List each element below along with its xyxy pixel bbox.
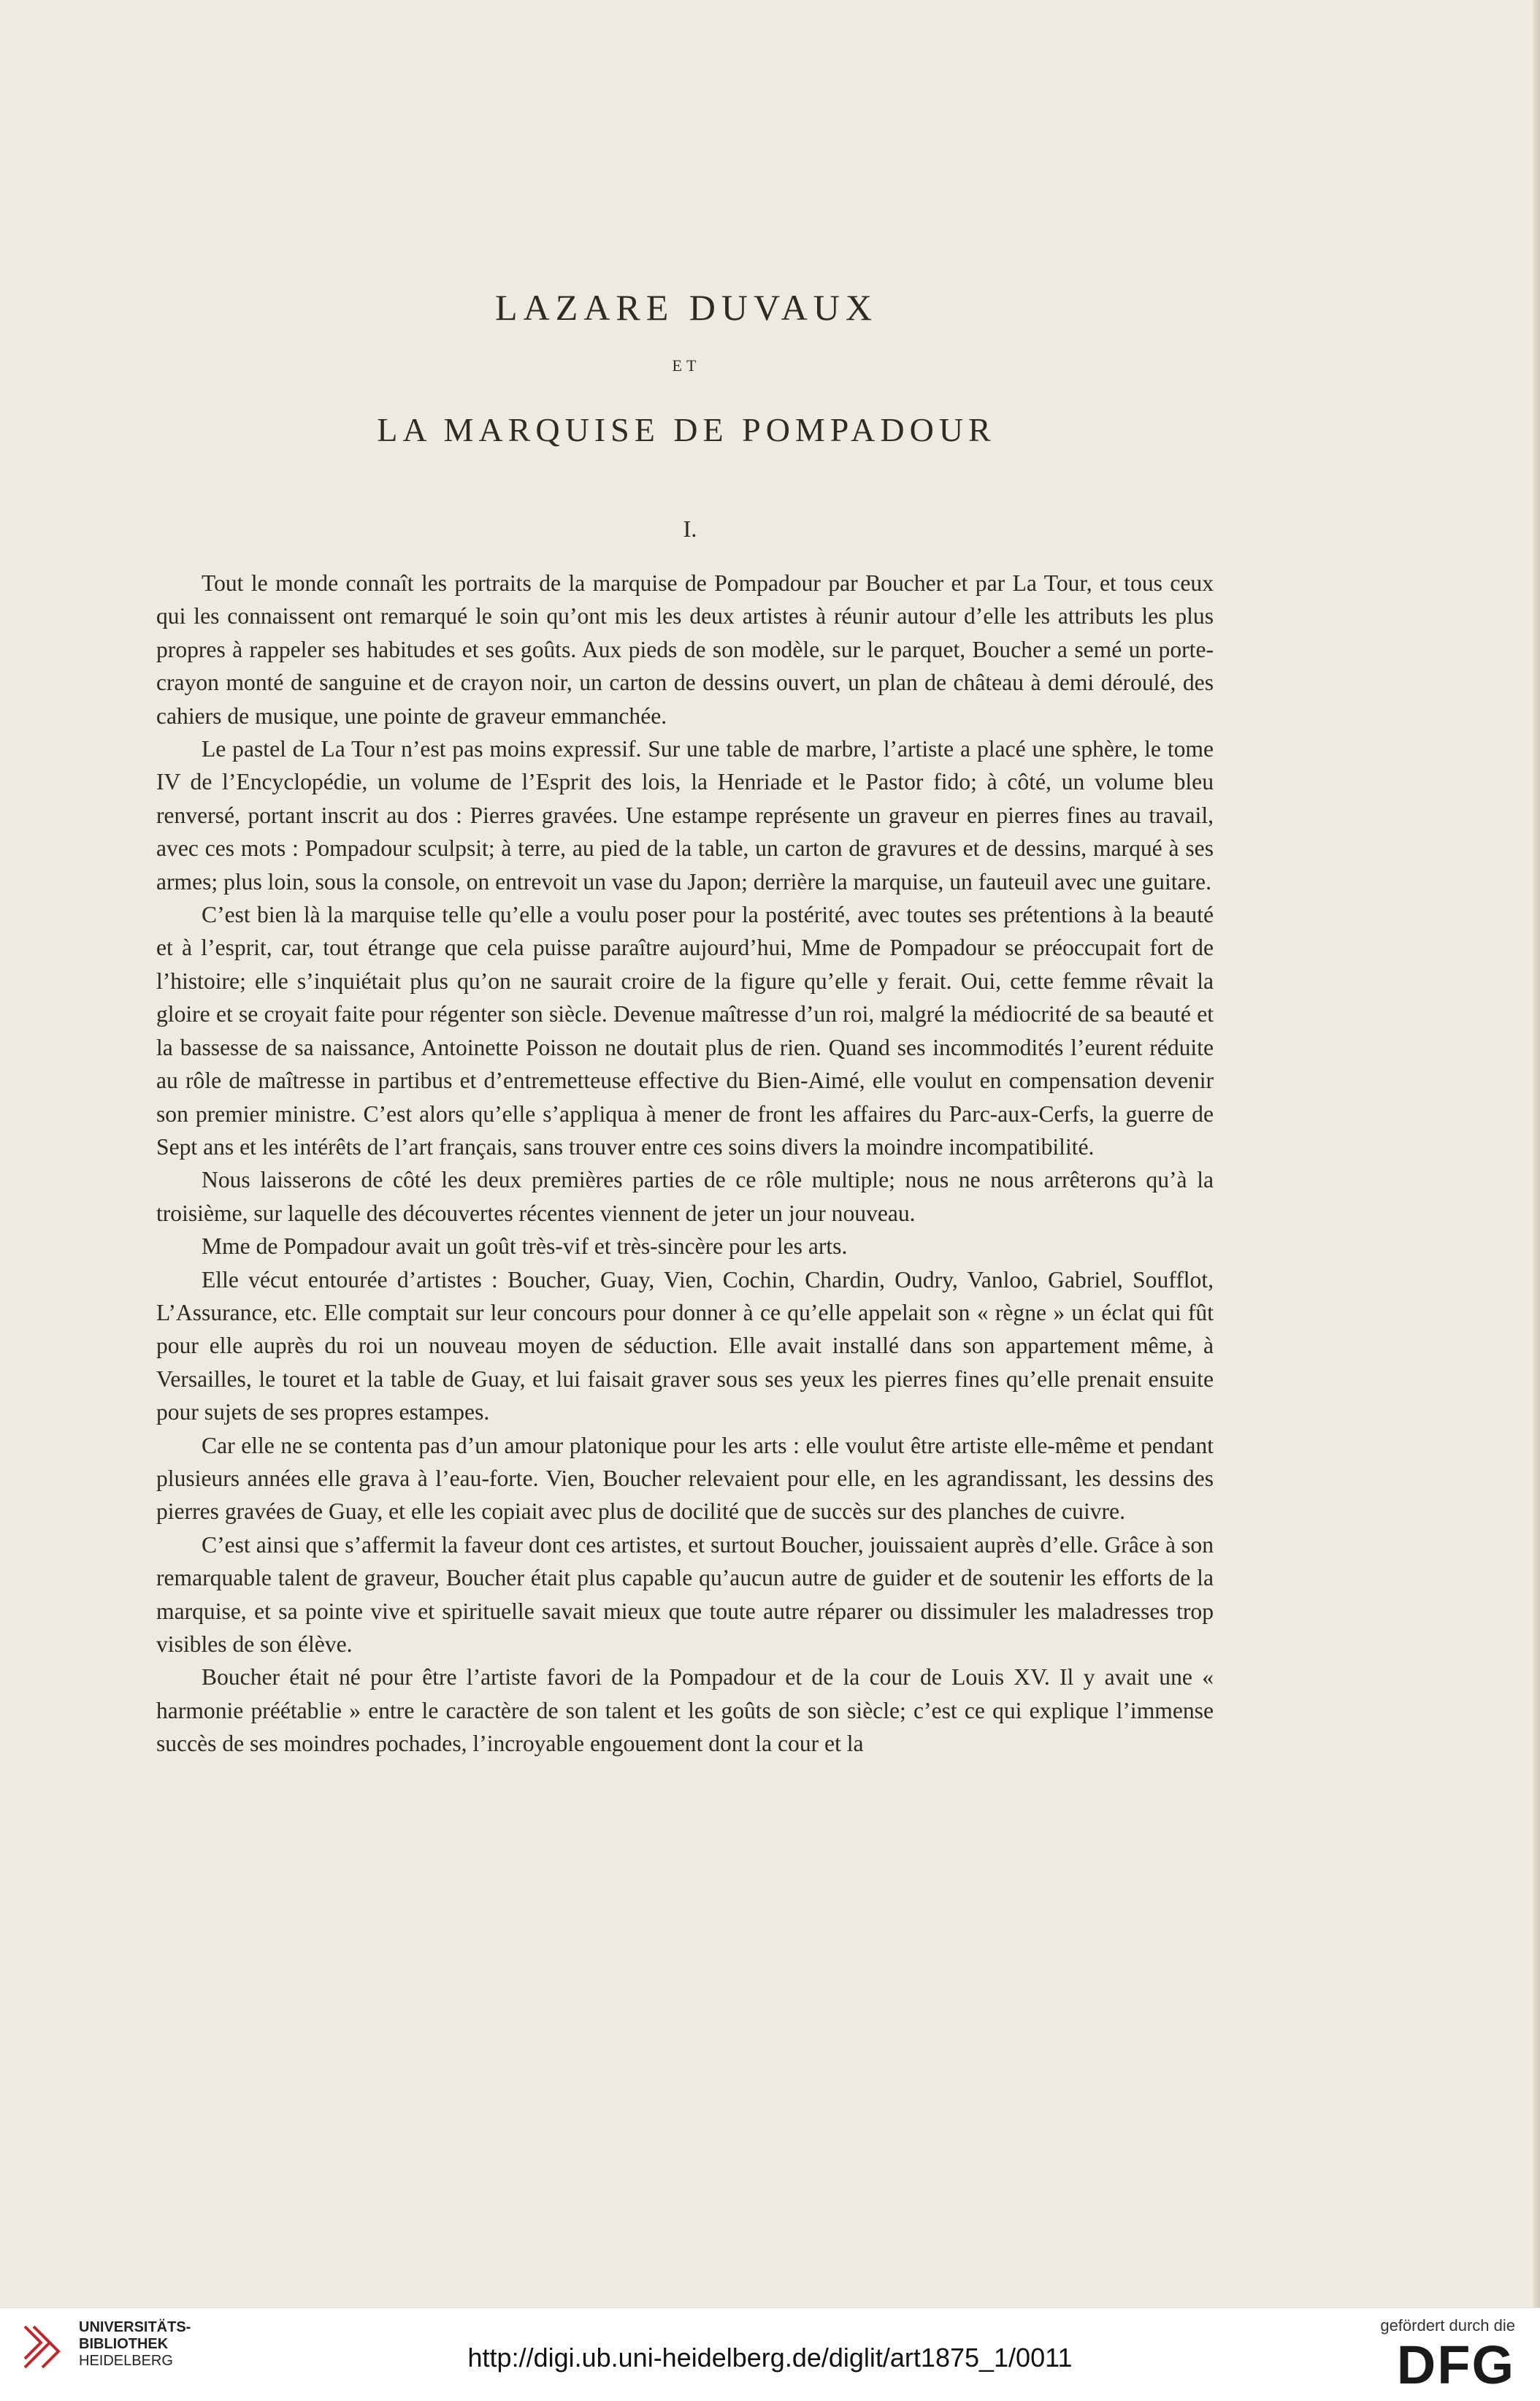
scan-edge bbox=[1533, 0, 1540, 2308]
article-title: LAZARE DUVAUX bbox=[495, 287, 878, 328]
paragraph: Car elle ne se contenta pas d’un amour platonique pour les arts : elle voulut être artiste elle-même et pendant plusieurs années elle grava à l’eau-forte. Vien, Boucher relevaient pour elle, en les agrandissant, les dessins des pierres gravées de Guay, et elle les copiait avec plus de docilité que de succès sur des planches de cuivre. bbox=[156, 1432, 1214, 1525]
paragraph: Tout le monde connaît les portraits de la marquise de Pompadour par Boucher et par La Tour, et tous ceux qui les connaissent ont remarqué le soin qu’ont mis les deux artistes à réunir autour d’elle les attributs les plus propres à rappeler ses habitudes et ses goûts. Aux pieds de son modèle, sur le parquet, Boucher a semé un porte-crayon monté de sanguine et de crayon noir, un carton de dessins ouvert, un plan de château à demi déroulé, des cahiers de musique, une pointe de graveur emmanchée. bbox=[156, 570, 1214, 729]
paragraph: C’est ainsi que s’affermit la faveur dont ces artistes, et surtout Boucher, jouissaient auprès d’elle. Grâce à son remarquable talent de graveur, Boucher était plus capable qu’aucun autre de guider et de soutenir les efforts de la marquise, et sa pointe vive et spirituelle savait mieux que toute autre réparer ou dissimuler les maladresses trop visibles de son élève. bbox=[156, 1531, 1214, 1657]
paragraph: Boucher était né pour être l’artiste favori de la Pompadour et de la cour de Louis XV. Il y avait une « harmonie préétablie » entre le caractère de son talent et les goûts de son siècle; c’est ce qui explique l’immense succès de ses moindres pochades, l’incroyable engouement dont la cour et la bbox=[156, 1664, 1214, 1757]
paragraph: C’est bien là la marquise telle qu’elle a voulu poser pour la postérité, avec toutes ses prétentions à la beauté et à l’esprit, car, tout étrange que cela puisse paraître aujourd’hui, Mme de Pompadour se préoccupait fort de l’histoire; elle s’inquiétait plus qu’on ne saurait croire de la figure qu’elle y ferait. Oui, cette femme rêvait la gloire et se croyait faite pour régenter son siècle. Devenue maîtresse d’un roi, malgré la médiocrité de sa beauté et la bassesse de sa naissance, Antoinette Poisson ne doutait plus de rien. Quand ses incommodités l’eurent réduite au rôle de maîtresse in partibus et d’entremetteuse effective du Bien-Aimé, elle voulut en compensation devenir son premier ministre. C’est alors qu’elle s’appliqua à mener de front les affaires du Parc-aux-Cerfs, la guerre de Sept ans et les intérêts de l’art français, sans trouver entre ces soins divers la moindre incompatibilité. bbox=[156, 902, 1214, 1160]
article-body bbox=[156, 567, 1214, 1761]
paragraph: Mme de Pompadour avait un goût très-vif et très-sincère pour les arts. bbox=[202, 1233, 848, 1260]
paragraph: Le pastel de La Tour n’est pas moins expressif. Sur une table de marbre, l’artiste a placé une sphère, le tome IV de l’Encyclopédie, un volume de l’Esprit des lois, la Henriade et le Pastor fido; à côté, un volume bleu renversé, portant inscrit au dos : Pierres gravées. Une estampe représente un graveur en pierres fines au travail, avec ces mots : Pompadour sculpsit; à terre, au pied de la table, un carton de gravures et de dessins, marqué à ses armes; plus loin, sous la console, on entrevoit un vase du Japon; derrière la marquise, un fauteuil avec une guitare. bbox=[156, 736, 1214, 895]
section-number: I. bbox=[683, 516, 697, 542]
funded-by-caption: gefördert durch die bbox=[1380, 2316, 1515, 2335]
dfg-logo[interactable]: DFG bbox=[1396, 2335, 1515, 2395]
title-conjunction: ET bbox=[672, 356, 701, 375]
university-library-name[interactable]: UNIVERSITÄTS- BIBLIOTHEK HEIDELBERG bbox=[79, 2319, 191, 2369]
paragraph: Elle vécut entourée d’artistes : Boucher, Guay, Vien, Cochin, Chardin, Oudry, Vanloo, Gabriel, Soufflot, L’Assurance, etc. Elle comptait sur leur concours pour donner à ce qu’elle appelait son « règne » un éclat qui fût pour elle auprès du roi un nouveau moyen de séduction. Elle avait installé dans son appartement même, à Versailles, le touret et la table de Guay, et lui faisait graver sous ses yeux les pierres fines qu’elle prenait ensuite pour sujets de ses propres estampes. bbox=[156, 1266, 1214, 1425]
paragraph: Nous laisserons de côté les deux premières parties de ce rôle multiple; nous ne nous arrêterons qu’à la troisième, sur laquelle des découvertes récentes viennent de jeter un jour nouveau. bbox=[156, 1167, 1214, 1226]
permalink-url[interactable]: http://digi.ub.uni-heidelberg.de/diglit/art1875_1/0011 bbox=[467, 2343, 1073, 2373]
article-subtitle: LA MARQUISE DE POMPADOUR bbox=[377, 411, 996, 448]
